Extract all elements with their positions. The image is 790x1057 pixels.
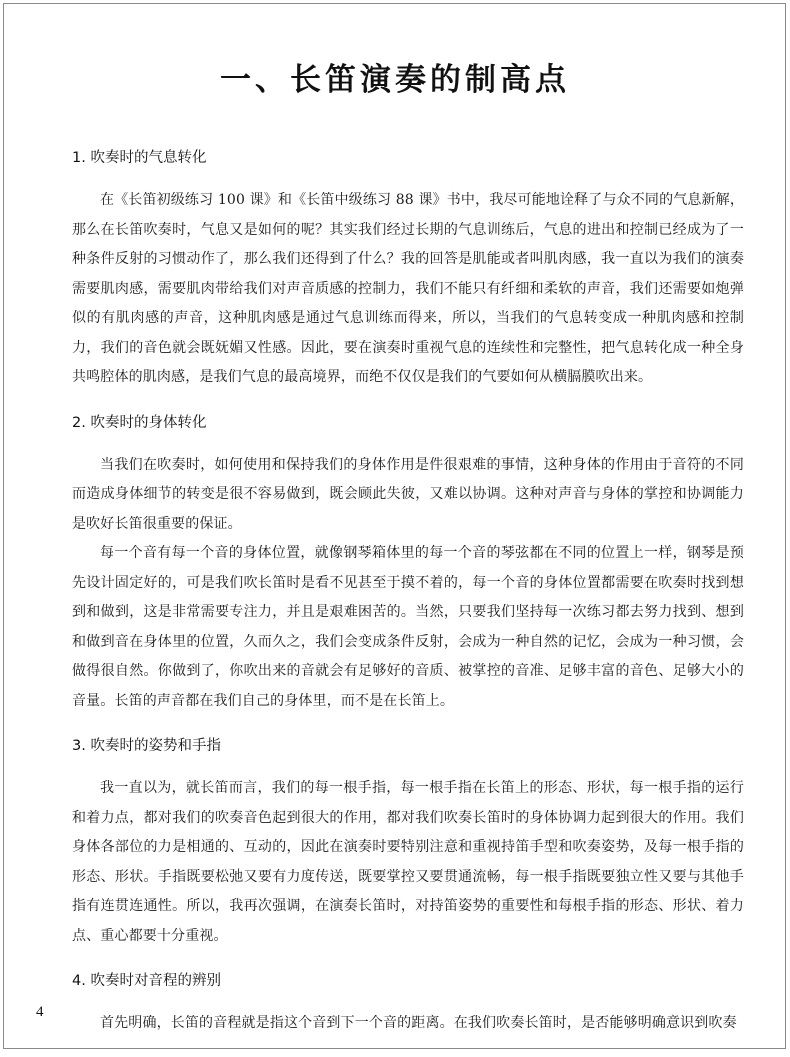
page-number: 4: [36, 1004, 44, 1020]
section-breath: [72, 146, 744, 393]
paragraph: 首先明确，长笛的音程就是指这个音到下一个音的距离。在我们吹奏长笛时，是否能够明确意识到吹奏: [100, 1015, 737, 1031]
section-heading: 3. 吹奏时的姿势和手指: [72, 738, 221, 754]
paragraph: 每一个音有每一个音的身体位置，就像钢琴箱体里的每一个音的琴弦都在不同的位置上一样，钢琴是预先设计固定好的，可是我们吹长笛时是看不见甚至于摸不着的，每一个音的身体位置都需要在吹奏时找到想到和做到，这是非常需要专注力，并且是艰难困苦的。当然，只要我们坚持每一次练习都去努力找到、想到和做到音在身体里的位置，久而久之，我们会变成条件反射，会成为一种自然的记忆，会成为一种习惯，会做得很自然。你做到了，你吹出来的音就会有足够好的音质、被掌控的音准、足够丰富的音色、足够大小的音量。长笛的声音都在我们自己的身体里，而不是在长笛上。: [72, 545, 744, 709]
paragraph: 当我们在吹奏时，如何使用和保持我们的身体作用是件很艰难的事情，这种身体的作用由于音符的不同而造成身体细节的转变是很不容易做到，既会顾此失彼，又难以协调。这种对声音与身体的掌控和协调能力是吹好长笛很重要的保证。: [72, 456, 744, 532]
paragraph: 我一直以为，就长笛而言，我们的每一根手指，每一根手指在长笛上的形态、形状，每一根手指的运行和着力点，都对我们的吹奏音色起到很大的作用，都对我们吹奏长笛时的身体协调力起到很大的作用。我们身体各部位的力是相通的、互动的，因此在演奏时要特别注意和重视持笛手型和吹奏姿势，及每一根手指的形态、形状。手指既要松弛又要有力度传送，既要掌控又要贯通流畅，每一根手指既要独立性又要与其他手指有连贯连通性。所以，我再次强调，在演奏长笛时，对持笛姿势的重要性和每根手指的形态、形状、着力点、重心都要十分重视。: [72, 780, 744, 944]
main-content: [72, 146, 744, 1057]
section-posture: [72, 734, 744, 951]
section-heading: 1. 吹奏时的气息转化: [72, 150, 207, 166]
section-body: [72, 411, 744, 717]
section-heading: 2. 吹奏时的身体转化: [72, 414, 207, 431]
paragraph: 在《长笛初级练习 100 课》和《长笛中级练习 88 课》书中，我尽可能地诠释了与众不同的气息新解，那么在长笛吹奏时，气息又是如何的呢？其实我们经过长期的气息训练后，气息的进出和控制已经成为了一种条件反射的习惯动作了，那么我们还得到了什么？我的回答是肌能或者叫肌肉感，我一直以为我们的演奏需要肌肉感，需要肌肉带给我们对声音质感的控制力，我们不能只有纤细和柔软的声音，我们还需要如炮弹似的有肌肉感的声音，这种肌肉感是通过气息训练而得来，所以，当我们的气息转变成一种肌肉感和控制力，我们的音色就会既妩媚又性感。因此，要在演奏时重视气息的连续性和完整性，把气息转化成一种全身共鸣腔体的肌肉感，是我们气息的最高境界，而绝不仅仅是我们的气要如何从横膈膜吹出来。: [72, 192, 744, 385]
page-title: 一、长笛演奏的制高点: [220, 62, 570, 98]
section-heading: 4. 吹奏时对音程的辨别: [72, 973, 221, 989]
section-interval: [72, 969, 744, 1039]
